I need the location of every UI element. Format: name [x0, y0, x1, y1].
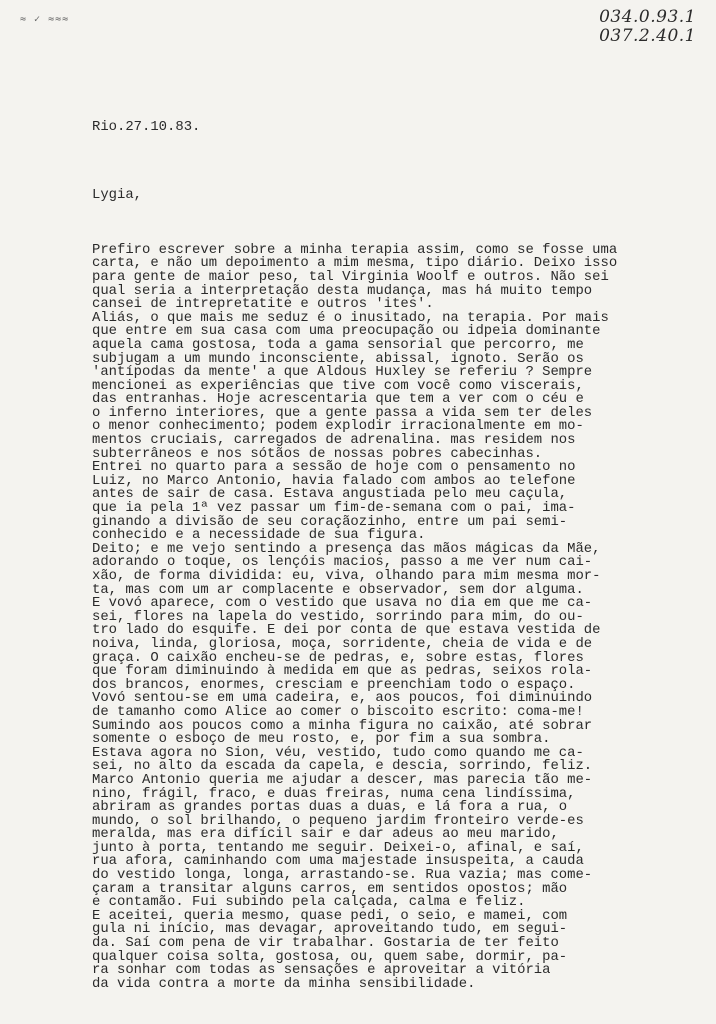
letter-line: sei, flores na lapela do vestido, sorrindo para mim, do ou-	[92, 608, 584, 625]
letter-line: noiva, linda, gloriosa, moça, sorridente, cheia de vida e de	[92, 635, 593, 652]
letter-line: rua afora, caminhando com uma majestade insuspeita, a cauda	[92, 853, 584, 870]
letter-line: ra sonhar com todas as sensações e aproveitar a vitória	[92, 962, 551, 979]
letter-line: Estava agora no Sion, véu, vestido, tudo como quando me ca-	[92, 744, 584, 761]
letter-line: Marco Antonio queria me ajudar a descer, mas parecia tão me-	[92, 771, 593, 788]
letter-line: dos brancos, enormes, cresciam e preenchiam todo o espaço.	[92, 676, 576, 693]
letter-line: que foram diminuindo à medida em que as pedras, seixos rola-	[92, 663, 593, 680]
letter-line: graça. O caixão encheu-se de pedras, e, sobre estas, flores	[92, 649, 584, 666]
letter-line: mundo, o sol brilhando, o pequeno jardim fronteiro verde-es	[92, 812, 584, 829]
letter-body	[92, 241, 692, 992]
letter-line: antes de sair de casa. Estava angustiada pelo meu caçula,	[92, 486, 568, 503]
letter-line: tro lado do esquife. E dei por conta de que estava vestida de	[92, 622, 601, 639]
letter-line: çaram a transitar alguns carros, em sentidos opostos; mão	[92, 880, 568, 897]
letter-line: junto à porta, tentando me seguir. Deixei-o, afinal, e saí,	[92, 839, 584, 856]
archive-code-line-1: 034.0.93.1	[599, 7, 696, 27]
archive-code	[599, 8, 696, 46]
letter-line: abriram as grandes portas duas a duas, e lá fora a rua, o	[92, 799, 568, 816]
letter-line: Entrei no quarto para a sessão de hoje com o pensamento no	[92, 459, 576, 476]
letter-line: para gente de maior peso, tal Virginia Woolf e outros. Não sei	[92, 268, 609, 285]
letter-line: que entre em sua casa com uma preocupação ou idpeia dominante	[92, 323, 601, 340]
letter-line: qualquer coisa solta, gostosa, ou, quem sabe, dormir, pa-	[92, 948, 568, 965]
letter-line: qual seria a interpretação desta mudança, mas há muito tempo	[92, 282, 593, 299]
letter-line: o menor conhecimento; podem explodir irracionalmente em mo-	[92, 418, 584, 435]
letter-line: das entranhas. Hoje acrescentaria que tem a ver com o céu e	[92, 391, 584, 408]
archive-code-line-2: 037.2.40.1	[599, 26, 696, 46]
letter-line: xão, de forma dividida: eu, viva, olhando para mim mesma mor-	[92, 568, 601, 584]
letter-line: adorando o toque, os lençóis macios, passo a me ver num cai-	[92, 554, 593, 571]
letter-line: e contamão. Fui subindo pela calçada, calma e feliz.	[92, 894, 526, 911]
letter-line: gula ni início, mas devagar, aproveitando tudo, em segui-	[92, 921, 568, 938]
letter-line: nino, frágil, fraco, e duas freiras, numa cena lindíssima,	[92, 785, 576, 802]
letter-line: carta, e não um depoimento a mim mesma, tipo diário. Deixo isso	[92, 255, 618, 272]
letter-line: E aceitei, queria mesmo, quase pedi, o seio, e mamei, com	[92, 907, 568, 924]
letter-line: ta, mas com um ar complacente e observador, sem dor alguma.	[92, 581, 584, 598]
letter-line: Aliás, o que mais me seduz é o inusitado, na terapia. Por mais	[92, 309, 609, 326]
letter-line: meralda, mas era difícil sair e dar adeus ao meu marido,	[92, 826, 559, 843]
letter-line: E vovó aparece, com o vestido que usava no dia em que me ca-	[92, 595, 593, 612]
letter-line: somente o esboço de meu rosto, e, por fim a sua sombra.	[92, 731, 551, 748]
letter-line: aquela cama gostosa, toda a gama sensorial que percorro, me	[92, 336, 584, 353]
typed-letter	[92, 94, 692, 1019]
letter-line: Luiz, no Marco Antonio, havia falado com ambos ao telefone	[92, 472, 576, 489]
letter-line: subjugam a um mundo inconsciente, abissal, ignoto. Serão os	[92, 350, 584, 367]
letter-line: subterrâneos e nos sótãos de nossas pobres cabecinhas.	[92, 445, 543, 462]
letter-line: Vovó sentou-se em uma cadeira, e, aos poucos, foi diminuindo	[92, 690, 593, 707]
letter-line: Sumindo aos poucos como a minha figura no caixão, até sobrar	[92, 717, 593, 734]
letter-line: Deito; e me vejo sentindo a presença das mãos mágicas da Mãe,	[92, 540, 601, 557]
letter-line: de tamanho como Alice ao comer o biscoito escrito: coma-me!	[92, 703, 584, 720]
letter-line: o inferno interiores, que a gente passa a vida sem ter deles	[92, 404, 593, 421]
letter-line: mencionei as experiências que tive com você como viscerais,	[92, 377, 584, 394]
letter-line: que ia pela 1ª vez passar um fim-de-semana com o pai, ima-	[92, 500, 576, 517]
letter-line: da. Saí com pena de vir trabalhar. Gostaria de ter feito	[92, 935, 559, 952]
letter-greeting: Lygia,	[92, 186, 143, 203]
letter-line: Prefiro escrever sobre a minha terapia assim, como se fosse uma	[92, 241, 618, 258]
letter-date: Rio.27.10.83.	[92, 119, 201, 136]
letter-line: mentos cruciais, carregados de adrenalina. mas residem nos	[92, 432, 576, 449]
letter-line: da vida contra a morte da minha sensibilidade.	[92, 975, 476, 992]
corner-marks: ≈ ✓ ≈≈≈	[20, 14, 70, 25]
letter-line: do vestido longa, longa, arrastando-se. Rua vazia; mas come-	[92, 867, 593, 884]
letter-line: 'antípodas da mente' a que Aldous Huxley se referiu ? Sempre	[92, 364, 593, 381]
letter-line: cansei de intrepretatite e outros 'ites'.	[92, 296, 434, 313]
letter-line: ginando a divisão de seu coraçãozinho, entre um pai semi-	[92, 513, 568, 530]
letter-line: sei, no alto da escada da capela, e descia, sorrindo, feliz.	[92, 758, 593, 775]
letter-line: conhecido e a necessidade de sua figura.	[92, 527, 426, 544]
